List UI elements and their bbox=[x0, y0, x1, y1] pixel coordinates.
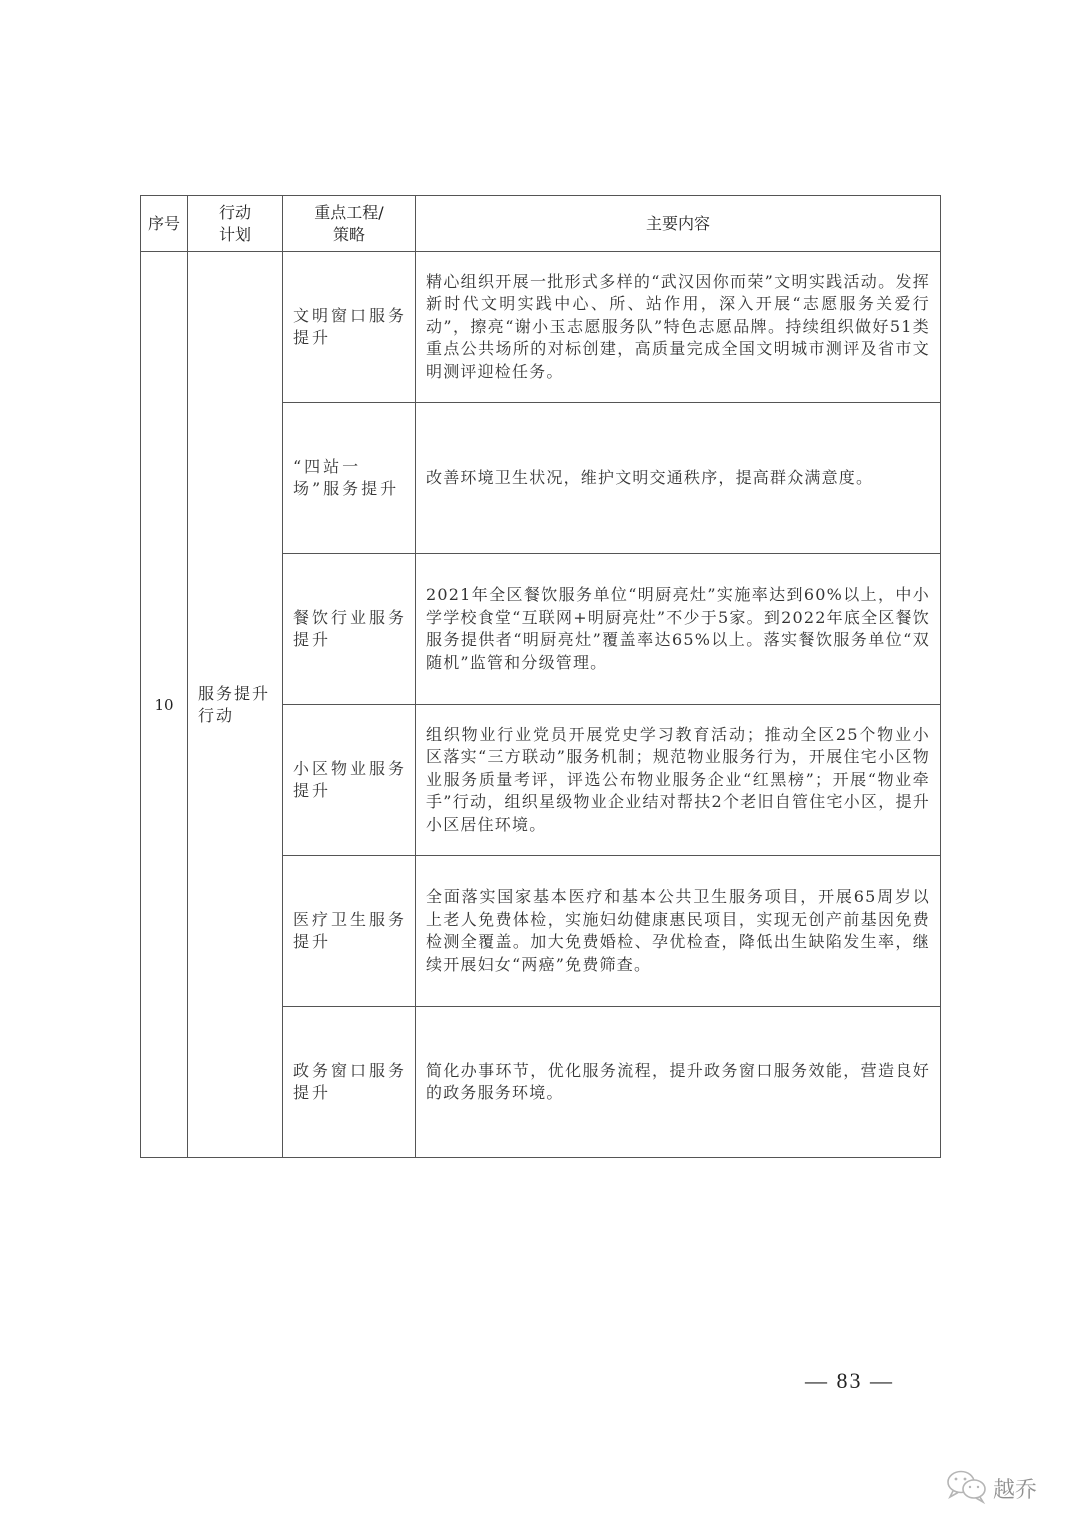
content-cell: 全面落实国家基本医疗和基本公共卫生服务项目，开展65周岁以上老人免费体检，实施妇幼健康惠民项目，实现无创产前基因免费检测全覆盖。加大免费婚检、孕优检查，降低出生缺陷发生率，继续开展妇女“两癌”免费筛查。 bbox=[416, 856, 941, 1007]
watermark-text: 越乔 bbox=[993, 1477, 1038, 1503]
wechat-icon bbox=[945, 1468, 989, 1508]
header-plan bbox=[188, 196, 283, 252]
content-cell: 精心组织开展一批形式多样的“武汉因你而荣”文明实践活动。发挥新时代文明实践中心、所、站作用，深入开展“志愿服务关爱行动”，擦亮“谢小玉志愿服务队”特色志愿品牌。持续组织做好51类重点公共场所的对标创建，高质量完成全国文明城市测评及省市文明测评迎检任务。 bbox=[416, 252, 941, 403]
header-project bbox=[283, 196, 416, 252]
project-cell: “四站一场”服务提升 bbox=[283, 403, 416, 554]
content-cell: 组织物业行业党员开展党史学习教育活动；推动全区25个物业小区落实“三方联动”服务机制；规范物业服务行为，开展住宅小区物业服务质量考评，评选公布物业服务企业“红黑榜”；开展“物业牵手”行动，组织星级物业企业结对帮扶2个老旧自管住宅小区，提升小区居住环境。 bbox=[416, 705, 941, 856]
header-project-line1: 重点工程/ bbox=[314, 202, 384, 222]
content-cell: 2021年全区餐饮服务单位“明厨亮灶”实施率达到60%以上，中小学学校食堂“互联网+明厨亮灶”不少于5家。到2022年底全区餐饮服务提供者“明厨亮灶”覆盖率达65%以上。落实餐饮服务单位“双随机”监管和分级管理。 bbox=[416, 554, 941, 705]
project-cell: 政务窗口服务提升 bbox=[283, 1007, 416, 1158]
table-header-row bbox=[141, 196, 941, 252]
action-plan-table bbox=[140, 195, 941, 1158]
project-cell: 餐饮行业服务提升 bbox=[283, 554, 416, 705]
header-seq: 序号 bbox=[141, 196, 188, 252]
header-project-line2: 策略 bbox=[332, 224, 365, 244]
table-row bbox=[141, 252, 941, 403]
project-cell: 医疗卫生服务提升 bbox=[283, 856, 416, 1007]
header-content: 主要内容 bbox=[416, 196, 941, 252]
seq-cell: 10 bbox=[141, 252, 188, 1158]
watermark bbox=[945, 1468, 1037, 1508]
page-number: — 83 — bbox=[805, 1368, 894, 1393]
plan-cell: 服务提升行动 bbox=[188, 252, 283, 1158]
content-cell: 改善环境卫生状况，维护文明交通秩序，提高群众满意度。 bbox=[416, 403, 941, 554]
project-cell: 小区物业服务提升 bbox=[283, 705, 416, 856]
header-plan-line1: 行动 bbox=[218, 202, 251, 222]
project-cell: 文明窗口服务提升 bbox=[283, 252, 416, 403]
content-cell: 简化办事环节，优化服务流程，提升政务窗口服务效能，营造良好的政务服务环境。 bbox=[416, 1007, 941, 1158]
header-plan-line2: 计划 bbox=[218, 224, 251, 244]
